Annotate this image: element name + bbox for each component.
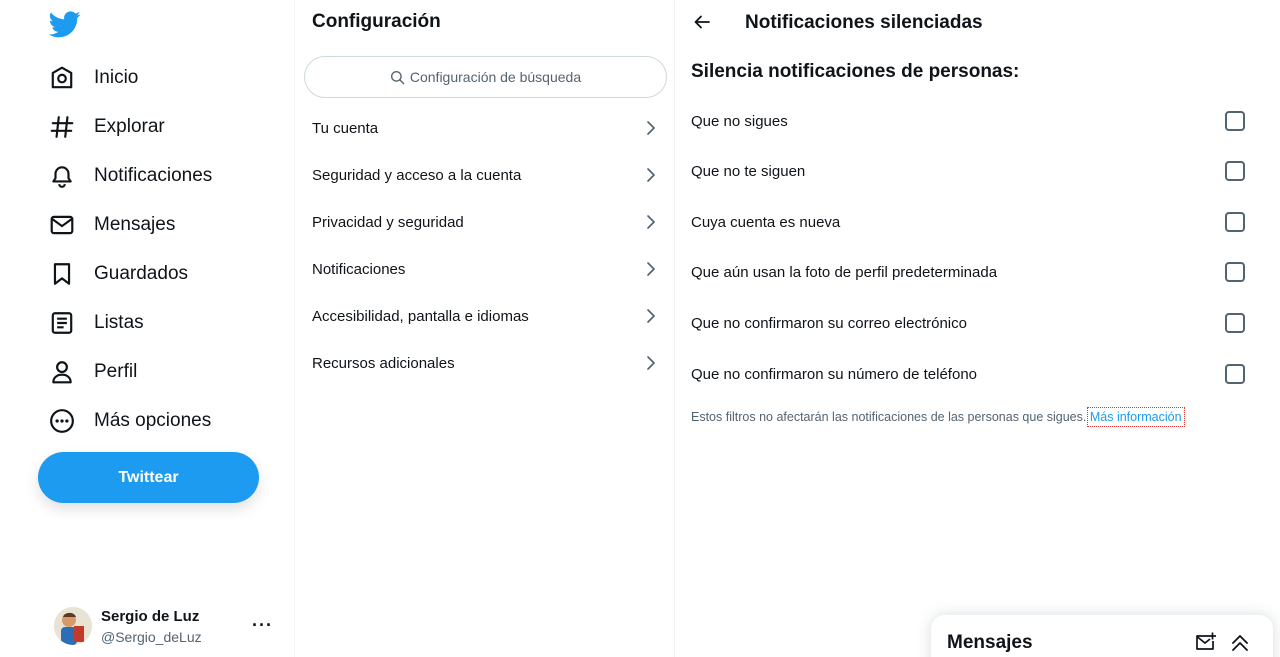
section-heading: Silencia notificaciones de personas: [691,61,1020,82]
nav-item-label: Más opciones [94,410,212,431]
option-label: Cuya cuenta es nueva [691,213,841,231]
checkbox[interactable] [1225,161,1245,181]
nav-item-label: Notificaciones [94,165,213,186]
more-info-link[interactable]: Más información [1089,410,1182,424]
twitter-logo-icon[interactable] [48,8,82,40]
nav-item-explore[interactable] [40,105,165,149]
chevron-right-icon [644,120,658,136]
settings-item-label: Privacidad y seguridad [312,214,464,231]
drawer-title: Mensajes [947,632,1033,653]
option-new-account[interactable] [675,197,1265,247]
back-arrow-icon[interactable] [692,12,712,32]
panel-title: Notificaciones silenciadas [745,12,983,33]
nav-item-notifications[interactable] [40,154,212,198]
chevron-right-icon [644,261,658,277]
bookmark-icon [49,261,75,287]
option-label: Que aún usan la foto de perfil predeterminada [691,263,998,281]
nav-item-label: Perfil [94,361,138,382]
settings-item-label: Tu cuenta [312,120,379,137]
nav-item-profile[interactable] [40,350,137,394]
checkbox[interactable] [1225,313,1245,333]
settings-item-notifications[interactable] [295,246,676,293]
left-navigation [0,0,294,657]
settings-item-your-account[interactable] [295,105,676,152]
account-name: Sergio de Luz [101,607,200,625]
settings-item-accessibility[interactable] [295,293,676,340]
list-icon [49,310,75,336]
new-message-icon[interactable] [1194,631,1216,653]
settings-item-label: Accesibilidad, pantalla e idiomas [312,308,529,325]
option-not-following-you[interactable] [675,146,1265,196]
nav-item-lists[interactable] [40,301,144,345]
person-icon [49,359,75,385]
account-handle: @Sergio_deLuz [101,628,202,645]
avatar [54,607,92,645]
hashtag-icon [49,114,75,140]
option-label: Que no confirmaron su número de teléfono [691,365,978,383]
settings-item-privacy[interactable] [295,199,676,246]
option-unconfirmed-phone[interactable] [675,349,1265,399]
nav-item-home[interactable] [40,56,138,100]
nav-item-bookmarks[interactable] [40,252,188,296]
account-switcher[interactable] [50,598,280,654]
settings-item-additional-resources[interactable] [295,340,676,387]
home-icon [49,65,75,91]
nav-item-label: Inicio [94,67,139,88]
checkbox[interactable] [1225,212,1245,232]
option-default-profile-photo[interactable] [675,247,1265,297]
nav-item-more-options[interactable] [40,399,211,443]
option-unconfirmed-email[interactable] [675,298,1265,348]
search-icon [390,70,405,85]
more-circle-icon [49,408,75,434]
checkbox[interactable] [1225,111,1245,131]
option-label: Que no te siguen [691,162,806,180]
option-label: Que no sigues [691,112,788,130]
chevron-up-double-icon[interactable] [1229,632,1251,654]
filters-note [691,410,1182,424]
option-not-following[interactable] [675,96,1265,146]
chevron-right-icon [644,308,658,324]
more-dots-icon[interactable]: ··· [252,615,273,635]
envelope-icon [49,212,75,238]
settings-column [294,0,675,657]
filters-note-text: Estos filtros no afectarán las notificaciones de las personas que sigues. [691,410,1087,424]
chevron-right-icon [644,214,658,230]
muted-notifications-panel [675,0,1280,657]
bell-icon [49,163,75,189]
nav-item-messages[interactable] [40,203,175,247]
chevron-right-icon [644,355,658,371]
nav-item-label: Explorar [94,116,165,137]
chevron-right-icon [644,167,658,183]
messages-drawer[interactable] [931,615,1273,657]
settings-item-label: Notificaciones [312,261,406,278]
checkbox[interactable] [1225,364,1245,384]
nav-item-label: Mensajes [94,214,176,235]
search-input[interactable] [304,56,667,98]
settings-item-label: Seguridad y acceso a la cuenta [312,167,522,184]
option-label: Que no confirmaron su correo electrónico [691,314,967,332]
checkbox[interactable] [1225,262,1245,282]
settings-item-security[interactable] [295,152,676,199]
page-title: Configuración [312,11,441,32]
tweet-button[interactable]: Twittear [38,452,259,503]
nav-item-label: Guardados [94,263,189,284]
nav-item-label: Listas [94,312,144,333]
settings-item-label: Recursos adicionales [312,355,455,372]
search-placeholder: Configuración de búsqueda [409,69,582,85]
